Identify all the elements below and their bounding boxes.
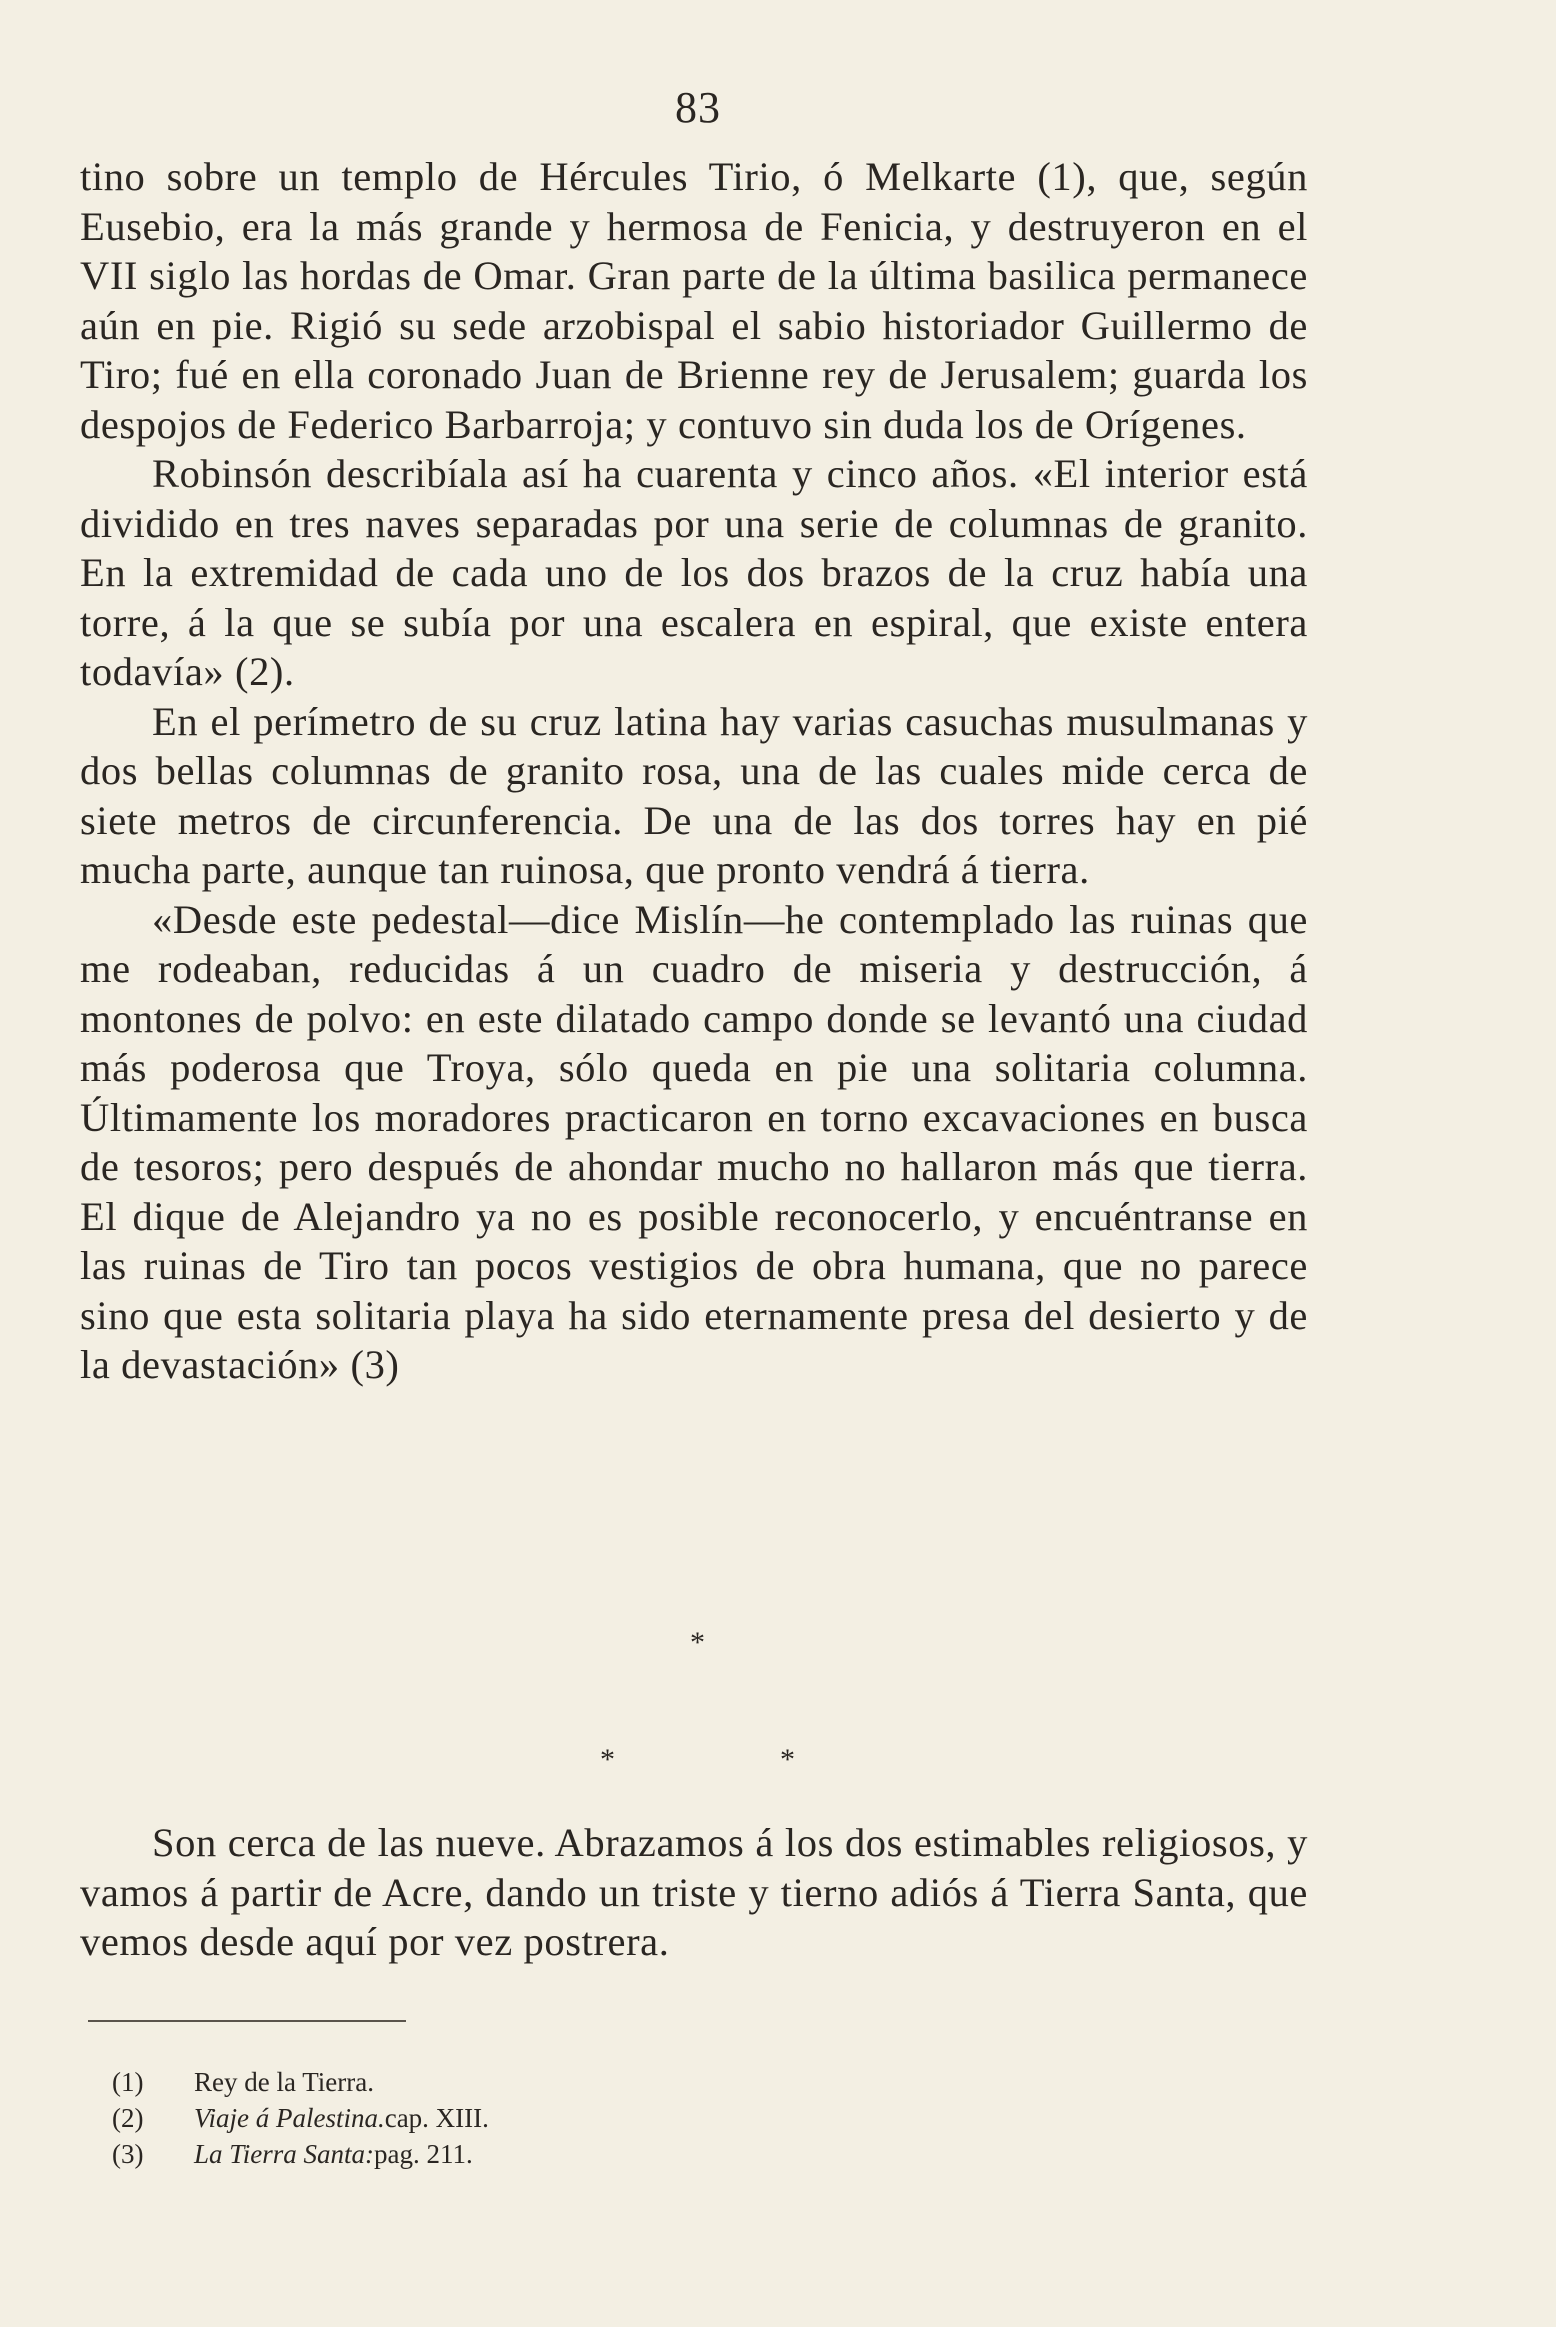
footnote-reference: cap. XIII. [384,2103,489,2133]
footnote-1 [112,2064,812,2100]
footnote-2 [112,2100,812,2136]
body-text [80,152,1308,1390]
footnote-marker: (2) [112,2103,144,2133]
footnotes [112,2064,812,2172]
asterism-star-left: * [600,1743,615,1776]
footnote-3 [112,2136,812,2172]
footnote-divider [88,2020,406,2022]
footnote-title: Viaje á Palestina. [194,2103,385,2133]
footnote-title: Rey de la Tierra. [194,2067,374,2097]
page-number: 83 [675,83,721,132]
asterism-star-right: * [780,1743,795,1776]
footnote-reference: pag. 211. [374,2139,473,2169]
paragraph-1: tino sobre un templo de Hércules Tirio, ó Melkarte (1), que, según Eusebio, era la más grande y hermosa de Fenicia, y destruyeron en el VII siglo las hordas de Omar. Gran parte de la última basilica permanece aún en pie. Rigió su sede arzobispal el sabio historiador Guillermo de Tiro; fué en ella coronado Juan de Brienne rey de Jerusalem; guarda los despojos de Federico Barbarroja; y contuvo sin duda los de Orígenes. [80,154,1308,447]
footnote-marker: (3) [112,2139,144,2169]
paragraph-2: Robinsón describíala así ha cuarenta y cinco años. «El interior está dividido en tres naves separadas por una serie de columnas de granito. En la extremidad de cada uno de los dos brazos de la cruz había una torre, á la que se subía por una escalera en espiral, que existe entera todavía» (2). [80,451,1308,694]
paragraph-4: «Desde este pedestal—dice Mislín—he contemplado las ruinas que me rodeaban, reducidas á un cuadro de miseria y destrucción, á montones de polvo: en este dilatado campo donde se levantó una ciudad más poderosa que Troya, sólo queda en pie una solitaria columna. Últimamente los moradores practicaron en torno excavaciones en busca de tesoros; pero después de ahondar mucho no hallaron más que tierra. El dique de Alejandro ya no es posible reconocerlo, y encuéntranse en las ruinas de Tiro tan pocos vestigios de obra humana, que no parece sino que esta solitaria playa ha sido eternamente presa del desierto y de la devastación» (3) [80,896,1308,1387]
asterism-star-top: * [690,1626,705,1659]
paragraph-3: En el perímetro de su cruz latina hay varias casuchas musulmanas y dos bellas columnas de granito rosa, una de las cuales mide cerca de siete metros de circunferencia. De una de las dos torres hay en pié mucha parte, aunque tan ruinosa, que pronto vendrá á tierra. [80,698,1308,892]
footnote-title: La Tierra Santa: [194,2139,375,2169]
closing-paragraph: Son cerca de las nueve. Abrazamos á los dos estimables religiosos, y vamos á partir de Acre, dando un triste y tierno adiós á Tierra Santa, que vemos desde aquí por vez postrera. [80,1820,1308,1964]
footnote-marker: (1) [112,2067,144,2097]
